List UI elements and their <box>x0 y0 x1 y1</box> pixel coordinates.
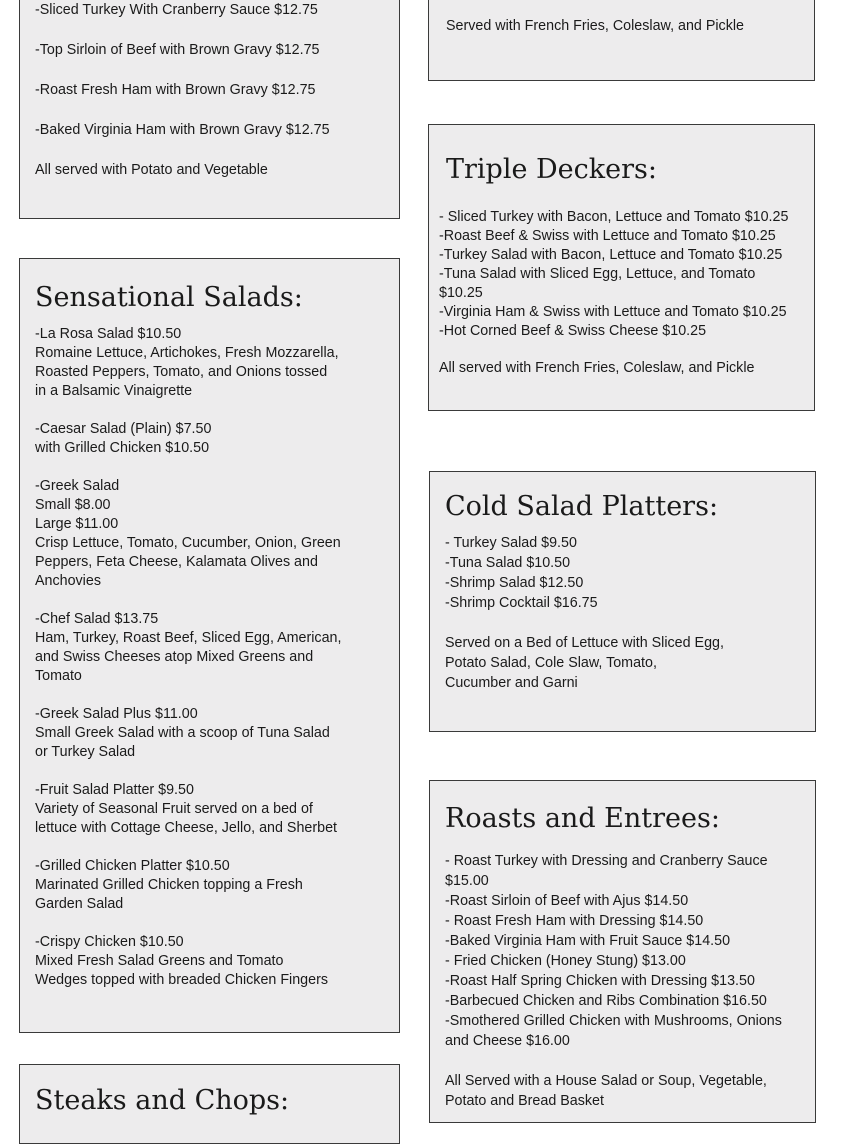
menu-item-fresh-ham: -Roast Fresh Ham with Brown Gravy $12.75 <box>35 82 316 98</box>
section-title: Roasts and Entrees: <box>445 803 720 834</box>
menu-item-description: Mixed Fresh Salad Greens and Tomato <box>35 953 284 969</box>
section-note: All served with French Fries, Coleslaw, and Pickle <box>439 360 755 376</box>
section-note: All served with Potato and Vegetable <box>35 162 268 178</box>
section-note: Cucumber and Garni <box>445 675 578 691</box>
menu-item-price: Large $11.00 <box>35 516 119 532</box>
menu-item: -Fruit Salad Platter $9.50 <box>35 782 194 798</box>
section-title: Cold Salad Platters: <box>445 491 719 522</box>
menu-item-description: Variety of Seasonal Fruit served on a bed of <box>35 801 313 817</box>
section-note: Potato and Bread Basket <box>445 1093 604 1109</box>
menu-item-description: in a Balsamic Vinaigrette <box>35 383 193 399</box>
menu-item: -Smothered Grilled Chicken with Mushrooms, Onions <box>445 1013 782 1029</box>
menu-item: -Chef Salad $13.75 <box>35 611 159 627</box>
menu-item: -Tuna Salad $10.50 <box>445 555 571 571</box>
menu-item: -La Rosa Salad $10.50 <box>35 326 182 342</box>
steaks-and-chops-section <box>19 1064 400 1144</box>
carving-section <box>19 0 400 219</box>
menu-item-description: or Turkey Salad <box>35 744 136 760</box>
menu-item-description: lettuce with Cottage Cheese, Jello, and Sherbet <box>35 820 338 836</box>
menu-item: - Roast Fresh Ham with Dressing $14.50 <box>445 913 704 929</box>
menu-item: -Greek Salad <box>35 478 120 494</box>
menu-item-description: Ham, Turkey, Roast Beef, Sliced Egg, American, <box>35 630 342 646</box>
menu-item: -Hot Corned Beef & Swiss Cheese $10.25 <box>439 323 707 339</box>
section-title: Steaks and Chops: <box>35 1085 290 1116</box>
menu-item-description: Roasted Peppers, Tomato, and Onions tossed <box>35 364 328 380</box>
roasts-and-entrees-section <box>429 780 816 1123</box>
menu-item-price: $10.25 <box>439 285 483 301</box>
menu-item: -Virginia Ham & Swiss with Lettuce and Tomato $10.25 <box>439 304 787 320</box>
menu-item: -Roast Half Spring Chicken with Dressing $13.50 <box>445 973 755 989</box>
menu-item-description: Wedges topped with breaded Chicken Fingers <box>35 972 328 988</box>
section-note: Potato Salad, Cole Slaw, Tomato, <box>445 655 657 671</box>
menu-item-description: Crisp Lettuce, Tomato, Cucumber, Onion, Green <box>35 535 341 551</box>
menu-item-description: Romaine Lettuce, Artichokes, Fresh Mozzarella, <box>35 345 339 361</box>
section-note: Served with French Fries, Coleslaw, and Pickle <box>446 18 744 34</box>
menu-item-description: Tomato <box>35 668 82 684</box>
cold-salad-platters-section <box>429 471 816 732</box>
menu-item-description: Anchovies <box>35 573 101 589</box>
menu-item: -Roast Sirloin of Beef with Ajus $14.50 <box>445 893 689 909</box>
menu-item-turkey: -Sliced Turkey With Cranberry Sauce $12.75 <box>35 2 318 18</box>
menu-item: -Barbecued Chicken and Ribs Combination $16.50 <box>445 993 767 1009</box>
menu-item-description: Peppers, Feta Cheese, Kalamata Olives and <box>35 554 318 570</box>
menu-item: -Roast Beef & Swiss with Lettuce and Tomato $10.25 <box>439 228 776 244</box>
menu-item: - Roast Turkey with Dressing and Cranberry Sauce <box>445 853 768 869</box>
section-note: Served on a Bed of Lettuce with Sliced Egg, <box>445 635 724 651</box>
menu-item-sirloin: -Top Sirloin of Beef with Brown Gravy $12.75 <box>35 42 320 58</box>
menu-item: -Grilled Chicken Platter $10.50 <box>35 858 230 874</box>
section-title: Triple Deckers: <box>446 154 657 185</box>
menu-item-description: and Swiss Cheeses atop Mixed Greens and <box>35 649 314 665</box>
menu-item: -Greek Salad Plus $11.00 <box>35 706 198 722</box>
menu-item: - Turkey Salad $9.50 <box>445 535 577 551</box>
menu-item: -Turkey Salad with Bacon, Lettuce and Tomato $10.25 <box>439 247 783 263</box>
section-note: All Served with a House Salad or Soup, Vegetable, <box>445 1073 767 1089</box>
triple-deckers-section <box>428 124 815 411</box>
menu-item: -Baked Virginia Ham with Fruit Sauce $14.50 <box>445 933 731 949</box>
menu-item-price: $15.00 <box>445 873 489 889</box>
menu-item: -Tuna Salad with Sliced Egg, Lettuce, and Tomato <box>439 266 756 282</box>
sandwich-section <box>428 0 815 81</box>
menu-item-price: Small $8.00 <box>35 497 111 513</box>
menu-item-description: Marinated Grilled Chicken topping a Fresh <box>35 877 303 893</box>
menu-item: - Fried Chicken (Honey Stung) $13.00 <box>445 953 686 969</box>
menu-item: -Shrimp Salad $12.50 <box>445 575 584 591</box>
menu-item-description: Small Greek Salad with a scoop of Tuna Salad <box>35 725 330 741</box>
menu-item-virginia-ham: -Baked Virginia Ham with Brown Gravy $12.75 <box>35 122 330 138</box>
menu-item: and Cheese $16.00 <box>445 1033 570 1049</box>
section-title: Sensational Salads: <box>35 282 303 313</box>
menu-item: -Shrimp Cocktail $16.75 <box>445 595 598 611</box>
menu-item-description: with Grilled Chicken $10.50 <box>35 440 210 456</box>
menu-item-description: Garden Salad <box>35 896 124 912</box>
menu-item: - Sliced Turkey with Bacon, Lettuce and Tomato $10.25 <box>439 209 789 225</box>
sensational-salads-section <box>19 258 400 1033</box>
menu-item: -Crispy Chicken $10.50 <box>35 934 184 950</box>
menu-item: -Caesar Salad (Plain) $7.50 <box>35 421 212 437</box>
